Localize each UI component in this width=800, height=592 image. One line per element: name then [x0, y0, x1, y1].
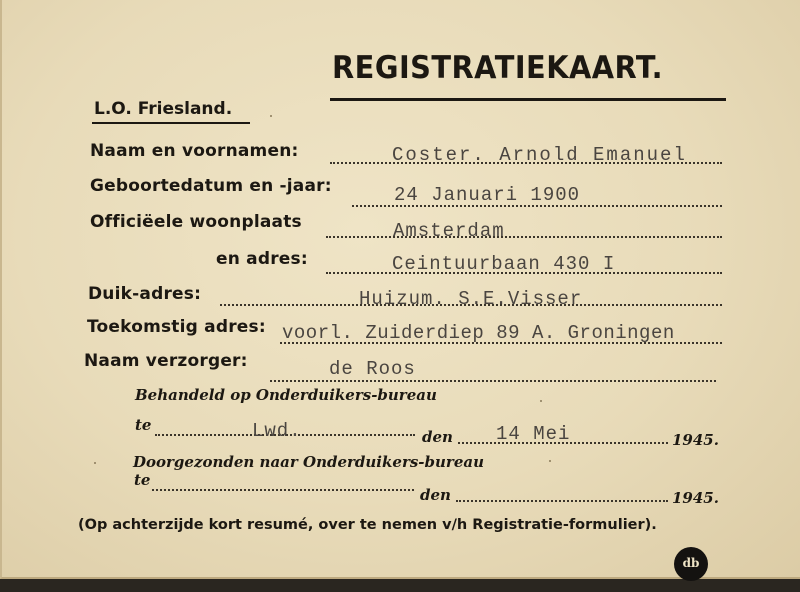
future-address-value: voorl. Zuiderdiep 89 A. Groningen: [282, 322, 675, 344]
forwarded-te-line: [152, 489, 414, 491]
handled-te-label: te: [135, 416, 152, 434]
address-label: en adres:: [216, 249, 308, 269]
handled-year: 1945.: [672, 431, 719, 449]
forwarded-year: 1945.: [672, 489, 719, 507]
archive-logo-icon: [674, 547, 708, 581]
forwarded-label: Doorgezonden naar Onderduikers-bureau: [133, 453, 484, 471]
hiding-address-value: Huizum. S.E.Visser: [359, 288, 583, 310]
caretaker-value: de Roos: [329, 358, 416, 380]
hiding-address-label: Duik-adres:: [88, 284, 202, 304]
paper-speck: [549, 460, 551, 462]
address-value: Ceintuurbaan 430 I: [392, 253, 616, 275]
future-address-label: Toekomstig adres:: [87, 317, 266, 337]
title-underline: [330, 98, 726, 101]
caretaker-label: Naam verzorger:: [84, 351, 248, 371]
birth-value: 24 Januari 1900: [394, 184, 581, 206]
forwarded-den-line: [456, 500, 668, 502]
residence-value: Amsterdam: [393, 220, 505, 242]
name-value: Coster. Arnold Emanuel: [392, 144, 687, 166]
organization-underline: [92, 122, 250, 124]
handled-den-value: 14 Mei: [496, 423, 571, 445]
handled-label: Behandeld op Onderduikers-bureau: [135, 386, 437, 404]
archive-logo: [674, 547, 708, 581]
forwarded-den-label: den: [420, 486, 451, 504]
birth-label: Geboortedatum en -jaar:: [90, 176, 332, 196]
handled-te-value: Lwd.: [252, 420, 302, 442]
footer-note: (Op achterzijde kort resumé, over te nemen v/h Registratie-formulier).: [78, 517, 657, 533]
card-title: REGISTRATIEKAART.: [332, 50, 664, 86]
residence-line: [326, 236, 722, 238]
paper-speck: [540, 400, 542, 402]
forwarded-te-label: te: [134, 471, 151, 489]
handled-den-label: den: [422, 428, 453, 446]
paper-speck: [94, 462, 96, 464]
name-label: Naam en voornamen:: [90, 141, 299, 161]
organization-name: L.O. Friesland.: [94, 99, 233, 119]
caretaker-line: [270, 380, 716, 382]
paper-speck: [270, 115, 272, 117]
residence-label: Officiëele woonplaats: [90, 212, 302, 232]
svg-text:db: db: [682, 556, 700, 570]
